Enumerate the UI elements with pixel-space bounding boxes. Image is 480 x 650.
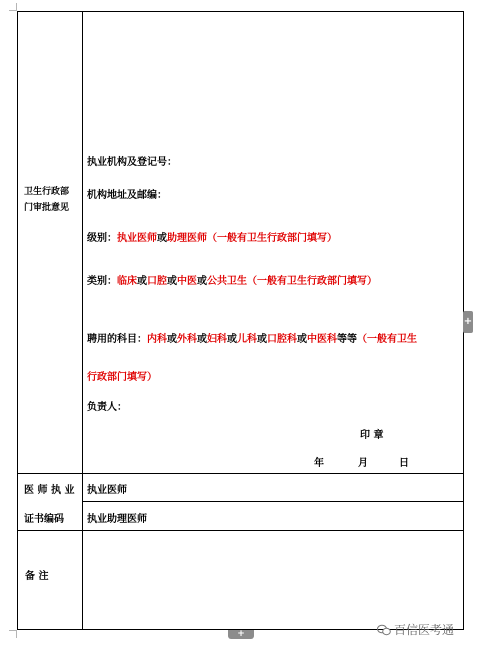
cert-row-physician: 执业医师 [87,485,127,496]
subject-or: 或 [227,334,237,345]
category-option: 公共卫生 [207,276,247,287]
add-column-handle[interactable]: + [463,311,473,333]
category-line [87,275,377,288]
watermark [377,621,454,638]
page-corner-mark-bottom [9,630,17,638]
year-label: 年 [314,458,324,469]
org-address-label: 机构地址及邮编： [87,190,167,201]
subject-or: 或 [297,334,307,345]
subject-or: 或 [167,334,177,345]
subject-option: 妇科 [207,334,227,345]
level-prefix: 级别： [87,233,117,244]
day-label: 日 [399,458,409,469]
category-option: 临床 [117,276,137,287]
level-line [87,232,337,245]
category-prefix: 类别： [87,276,117,287]
table-inner-divider [82,501,464,502]
approval-section-label [24,184,69,216]
cert-row-assistant: 执业助理医师 [87,514,147,525]
approval-label-line2: 门审批意见 [24,203,70,213]
table-column-divider [82,11,83,630]
subject-option: 儿科 [237,334,257,345]
table-row-divider [17,473,464,474]
subject-option: 中医科 [307,334,337,345]
approval-label-line1: 卫生行政部 [24,187,70,197]
subject-option: 外科 [177,334,197,345]
subject-line [87,333,417,346]
subject-etc: 等等 [337,334,357,345]
subject-note-continued: 行政部门填写） [87,372,157,383]
table-row-divider [17,530,464,531]
subject-prefix: 聘用的科目： [87,334,147,345]
subject-option: 内科 [147,334,167,345]
category-note: （一般有卫生行政部门填写） [247,276,377,287]
category-option: 中医 [177,276,197,287]
watermark-text: 百信医考通 [394,623,455,637]
subject-or: 或 [197,334,207,345]
table-top-border [17,11,464,12]
remarks-label: 备 注 [25,571,49,582]
category-or: 或 [197,276,207,287]
person-in-charge-label: 负责人： [87,402,127,413]
category-option: 口腔 [147,276,167,287]
subject-option: 口腔科 [267,334,297,345]
month-label: 月 [358,458,368,469]
certificate-label-line2: 证书编码 [24,514,64,525]
level-note: （一般有卫生行政部门填写） [207,233,337,244]
level-option: 执业医师 [117,233,157,244]
category-or: 或 [137,276,147,287]
wechat-icon [377,624,391,636]
level-or: 或 [157,233,167,244]
add-row-handle[interactable]: + [228,630,254,639]
page-corner-mark-top [9,3,17,11]
org-registration-label: 执业机构及登记号： [87,157,177,168]
level-option: 助理医师 [167,233,207,244]
category-or: 或 [167,276,177,287]
table-left-border [17,11,18,630]
seal-label: 印 章 [360,430,384,441]
certificate-label-line1: 医 师 执 业 [24,485,75,496]
subject-or: 或 [257,334,267,345]
subject-note: （一般有卫生 [357,334,417,345]
